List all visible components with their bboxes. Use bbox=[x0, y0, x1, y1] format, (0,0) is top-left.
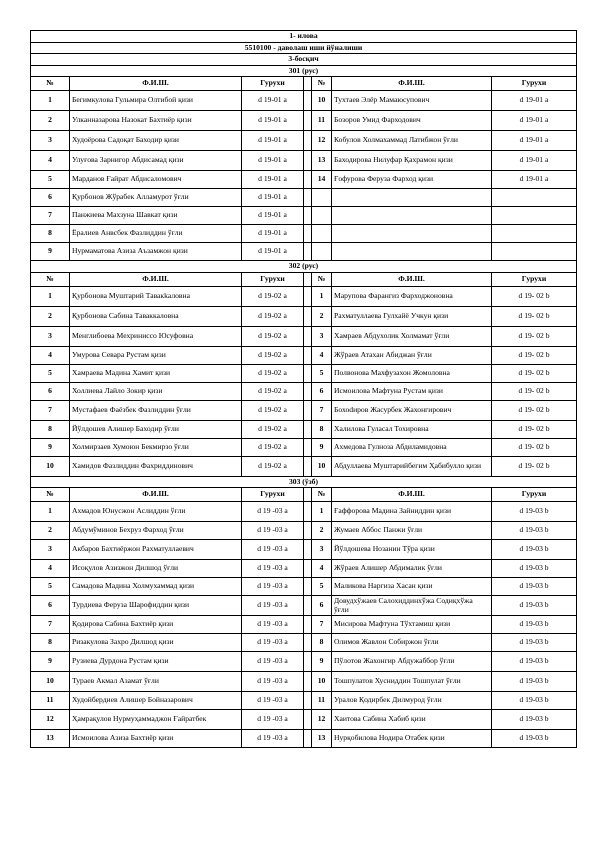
spacer-cell bbox=[304, 207, 312, 225]
row-number: 6 bbox=[312, 596, 332, 616]
row-number bbox=[312, 189, 332, 207]
student-name bbox=[332, 207, 492, 225]
group-code: d 19- 02 b bbox=[492, 326, 577, 346]
table-row bbox=[31, 616, 577, 634]
column-header-row bbox=[31, 77, 577, 91]
group-code: d 19-01 a bbox=[242, 111, 304, 131]
spacer-cell bbox=[304, 272, 312, 286]
table-row bbox=[31, 540, 577, 560]
row-number bbox=[312, 207, 332, 225]
spacer-cell bbox=[304, 151, 312, 171]
table-row bbox=[31, 456, 577, 476]
group-code: d 19-03 b bbox=[492, 596, 577, 616]
student-name: Рузиева Дурдона Рустам қизи bbox=[70, 652, 242, 672]
header-row bbox=[31, 31, 577, 43]
col-header-num: № bbox=[31, 488, 70, 502]
group-code: d 19-02 a bbox=[242, 438, 304, 456]
student-name: Ғофурова Феруза Фарход қизи bbox=[332, 171, 492, 189]
table-row bbox=[31, 578, 577, 596]
row-number: 8 bbox=[312, 420, 332, 438]
row-number: 9 bbox=[312, 652, 332, 672]
row-number: 5 bbox=[31, 364, 70, 382]
spacer-cell bbox=[304, 596, 312, 616]
spacer-cell bbox=[304, 189, 312, 207]
group-code: d 19- 02 b bbox=[492, 286, 577, 306]
spacer-cell bbox=[304, 364, 312, 382]
spacer-cell bbox=[304, 710, 312, 730]
col-header-group: Гурухи bbox=[492, 488, 577, 502]
row-number: 7 bbox=[31, 400, 70, 420]
table-row bbox=[31, 243, 577, 261]
row-number: 13 bbox=[312, 151, 332, 171]
row-number: 1 bbox=[312, 286, 332, 306]
row-number: 7 bbox=[312, 616, 332, 634]
row-number: 13 bbox=[312, 730, 332, 748]
group-code: d 19 -03 a bbox=[242, 652, 304, 672]
spacer-cell bbox=[304, 111, 312, 131]
student-name: Ёралиев Анвсбек Фазлиддин ўғли bbox=[70, 225, 242, 243]
row-number: 9 bbox=[312, 438, 332, 456]
group-code: d 19-02 a bbox=[242, 456, 304, 476]
group-code: d 19 -03 a bbox=[242, 692, 304, 710]
spacer-cell bbox=[304, 438, 312, 456]
row-number: 13 bbox=[31, 730, 70, 748]
row-number: 12 bbox=[31, 710, 70, 730]
group-code: d 19-03 b bbox=[492, 692, 577, 710]
column-header-row bbox=[31, 488, 577, 502]
table-row bbox=[31, 596, 577, 616]
group-code: d 19-02 a bbox=[242, 306, 304, 326]
group-code: d 19 -03 a bbox=[242, 522, 304, 540]
table-row bbox=[31, 189, 577, 207]
group-code: d 19-02 a bbox=[242, 382, 304, 400]
group-code: d 19 -03 a bbox=[242, 730, 304, 748]
row-number: 11 bbox=[312, 692, 332, 710]
row-number: 4 bbox=[31, 151, 70, 171]
row-number: 5 bbox=[31, 171, 70, 189]
row-number: 3 bbox=[31, 540, 70, 560]
col-header-name: Ф.И.Ш. bbox=[332, 77, 492, 91]
row-number: 10 bbox=[31, 672, 70, 692]
col-header-name: Ф.И.Ш. bbox=[70, 488, 242, 502]
student-name: Маликова Наргиза Хасан қизи bbox=[332, 578, 492, 596]
group-code: d 19-01 a bbox=[242, 189, 304, 207]
col-header-name: Ф.И.Ш. bbox=[70, 77, 242, 91]
section-title-row bbox=[31, 65, 577, 77]
section-title: 301 (рус) bbox=[31, 65, 577, 77]
student-name: Тураев Акмал Азамат ўғли bbox=[70, 672, 242, 692]
header-line3: 3-босқич bbox=[31, 54, 577, 66]
student-name: Бозоров Умид Фарходович bbox=[332, 111, 492, 131]
student-name: Холмирзаев Хумоюн Бекмирзо ўғли bbox=[70, 438, 242, 456]
row-number bbox=[312, 243, 332, 261]
header-row bbox=[31, 54, 577, 66]
row-number: 9 bbox=[31, 652, 70, 672]
student-name: Абдумўминов Бехруз Фарход ўғли bbox=[70, 522, 242, 540]
group-code: d 19-01 a bbox=[492, 91, 577, 111]
group-code: d 19-03 b bbox=[492, 672, 577, 692]
section-title: 303 (ўзб) bbox=[31, 476, 577, 488]
student-name: Хамраева Мадина Хамит қизи bbox=[70, 364, 242, 382]
spacer-cell bbox=[304, 131, 312, 151]
student-name: Исоқулов Азизжон Дилшод ўғли bbox=[70, 560, 242, 578]
row-number: 10 bbox=[31, 456, 70, 476]
student-name: Хамраев Абдухолик Холмамат ўғли bbox=[332, 326, 492, 346]
group-code: d 19-03 b bbox=[492, 560, 577, 578]
spacer-cell bbox=[304, 306, 312, 326]
table-row bbox=[31, 346, 577, 364]
row-number: 3 bbox=[312, 540, 332, 560]
column-header-row bbox=[31, 272, 577, 286]
student-name bbox=[332, 189, 492, 207]
row-number: 7 bbox=[31, 207, 70, 225]
student-name: Ахмадов Юнусжон Аслиддин ўғли bbox=[70, 502, 242, 522]
student-name: Рахматуллаева Гулхайё Учкун қизи bbox=[332, 306, 492, 326]
group-code: d 19-03 b bbox=[492, 578, 577, 596]
table-row bbox=[31, 502, 577, 522]
group-code: d 19 -03 a bbox=[242, 578, 304, 596]
row-number: 6 bbox=[31, 596, 70, 616]
row-number: 2 bbox=[312, 522, 332, 540]
student-name: Йўлдошева Нозанин Тўра қизи bbox=[332, 540, 492, 560]
student-name bbox=[332, 243, 492, 261]
table-row bbox=[31, 672, 577, 692]
group-code: d 19-01 a bbox=[242, 151, 304, 171]
spacer-cell bbox=[304, 456, 312, 476]
student-name: Мустафаев Фаёзбек Фазлиддин ўғли bbox=[70, 400, 242, 420]
spacer-cell bbox=[304, 346, 312, 364]
group-code: d 19-01 a bbox=[242, 171, 304, 189]
group-code: d 19-03 b bbox=[492, 730, 577, 748]
table-row bbox=[31, 151, 577, 171]
group-code bbox=[492, 207, 577, 225]
student-name: Жўраев Алишер Абдималик ўғли bbox=[332, 560, 492, 578]
spacer-cell bbox=[304, 522, 312, 540]
row-number: 10 bbox=[312, 91, 332, 111]
row-number: 2 bbox=[31, 522, 70, 540]
student-name: Қурбонов Жўрабек Алламурот ўғли bbox=[70, 189, 242, 207]
row-number: 12 bbox=[312, 710, 332, 730]
group-code: d 19-03 b bbox=[492, 710, 577, 730]
group-code: d 19 -03 a bbox=[242, 560, 304, 578]
group-code: d 19-01 a bbox=[242, 243, 304, 261]
student-name: Абдуллаева Муштарийбегим Ҳабибулло қизи bbox=[332, 456, 492, 476]
student-name: Қурбонова Муштарий Тавакkаловна bbox=[70, 286, 242, 306]
spacer-cell bbox=[304, 578, 312, 596]
student-name: Мисирова Мафтуна Тўхтамиш қизи bbox=[332, 616, 492, 634]
group-code: d 19-02 a bbox=[242, 364, 304, 382]
student-name: Хамидов Фазлиддин Фахриддинович bbox=[70, 456, 242, 476]
group-code: d 19-01 a bbox=[492, 171, 577, 189]
spacer-cell bbox=[304, 634, 312, 652]
group-code: d 19-02 a bbox=[242, 286, 304, 306]
spacer-cell bbox=[304, 502, 312, 522]
group-code: d 19 -03 a bbox=[242, 596, 304, 616]
group-code: d 19-03 b bbox=[492, 522, 577, 540]
student-name: Улуғова Зарнигор Абдисамад қизи bbox=[70, 151, 242, 171]
group-code: d 19- 02 b bbox=[492, 420, 577, 438]
group-code: d 19 -03 a bbox=[242, 710, 304, 730]
student-name: Хаитова Сабина Хабиб қизи bbox=[332, 710, 492, 730]
student-name: Умурова Севара Рустам қизи bbox=[70, 346, 242, 364]
row-number: 14 bbox=[312, 171, 332, 189]
table-row bbox=[31, 692, 577, 710]
group-code bbox=[492, 189, 577, 207]
spacer-cell bbox=[304, 730, 312, 748]
group-code bbox=[492, 225, 577, 243]
group-code: d 19- 02 b bbox=[492, 456, 577, 476]
row-number: 11 bbox=[31, 692, 70, 710]
student-name: Полвонова Махфузахон Жомоловна bbox=[332, 364, 492, 382]
group-code: d 19-01 a bbox=[492, 151, 577, 171]
student-name: Исмоилова Мафтуна Рустам қизи bbox=[332, 382, 492, 400]
group-code: d 19 -03 a bbox=[242, 616, 304, 634]
spacer-cell bbox=[304, 652, 312, 672]
group-code bbox=[492, 243, 577, 261]
group-code: d 19-01 a bbox=[242, 91, 304, 111]
header-row bbox=[31, 42, 577, 54]
table-row bbox=[31, 131, 577, 151]
student-name: Баходирова Нилуфар Қахрамон қизи bbox=[332, 151, 492, 171]
header-line2: 5510100 - даволаш иши йўналиши bbox=[31, 42, 577, 54]
student-name: Ризакулова Захро Дилшод қизи bbox=[70, 634, 242, 652]
table-row bbox=[31, 710, 577, 730]
table-row bbox=[31, 207, 577, 225]
row-number: 1 bbox=[31, 91, 70, 111]
group-code: d 19- 02 b bbox=[492, 306, 577, 326]
table-row bbox=[31, 560, 577, 578]
row-number: 11 bbox=[312, 111, 332, 131]
row-number: 6 bbox=[31, 382, 70, 400]
student-name: Халилова Гуласал Тохировна bbox=[332, 420, 492, 438]
student-name: Марданов Ғайрат Абдисаломович bbox=[70, 171, 242, 189]
group-code: d 19 -03 a bbox=[242, 672, 304, 692]
row-number: 9 bbox=[31, 243, 70, 261]
row-number: 2 bbox=[31, 111, 70, 131]
row-number: 4 bbox=[31, 346, 70, 364]
student-list-table bbox=[30, 30, 577, 748]
group-code: d 19-02 a bbox=[242, 346, 304, 364]
student-name: Холлиева Лайло Зокир қизи bbox=[70, 382, 242, 400]
table-row bbox=[31, 400, 577, 420]
row-number: 7 bbox=[31, 616, 70, 634]
group-code: d 19-01 a bbox=[242, 225, 304, 243]
row-number: 10 bbox=[312, 456, 332, 476]
group-code: d 19-02 a bbox=[242, 326, 304, 346]
group-code: d 19 -03 a bbox=[242, 540, 304, 560]
student-name bbox=[332, 225, 492, 243]
row-number: 12 bbox=[312, 131, 332, 151]
row-number: 10 bbox=[312, 672, 332, 692]
row-number: 1 bbox=[31, 286, 70, 306]
table-row bbox=[31, 225, 577, 243]
row-number: 8 bbox=[31, 420, 70, 438]
group-code: d 19 -03 a bbox=[242, 502, 304, 522]
col-header-name: Ф.И.Ш. bbox=[332, 488, 492, 502]
student-name: Исмоилова Азиза Бахтиёр қизи bbox=[70, 730, 242, 748]
section-title-row bbox=[31, 261, 577, 273]
table-row bbox=[31, 111, 577, 131]
group-code: d 19-01 a bbox=[242, 131, 304, 151]
student-name: Худойбердиев Алишер Бойназарович bbox=[70, 692, 242, 710]
row-number: 2 bbox=[31, 306, 70, 326]
group-code: d 19- 02 b bbox=[492, 346, 577, 364]
table-row bbox=[31, 91, 577, 111]
group-code: d 19-03 b bbox=[492, 634, 577, 652]
spacer-cell bbox=[304, 286, 312, 306]
student-name: Қодирова Сабина Бахтиёр қизи bbox=[70, 616, 242, 634]
spacer-cell bbox=[304, 243, 312, 261]
student-name: Бохоdиров Жасурбек Жахонгирович bbox=[332, 400, 492, 420]
student-name: Йўлдошев Алишер Баходир ўғли bbox=[70, 420, 242, 438]
student-name: Ҳамрақулов Нурмуҳаммаджон Ғайратбек bbox=[70, 710, 242, 730]
row-number: 3 bbox=[31, 131, 70, 151]
spacer-cell bbox=[304, 91, 312, 111]
row-number: 3 bbox=[31, 326, 70, 346]
group-code: d 19-01 a bbox=[492, 111, 577, 131]
table-row bbox=[31, 306, 577, 326]
row-number: 5 bbox=[312, 364, 332, 382]
student-name: Менглибоева Мехриниссо Юсуфовна bbox=[70, 326, 242, 346]
row-number: 3 bbox=[312, 326, 332, 346]
section-title: 302 (рус) bbox=[31, 261, 577, 273]
student-name: Нурмаматова Азиза Аъзамжон қизи bbox=[70, 243, 242, 261]
student-name: Марупова Фарангиз Фарходжоновна bbox=[332, 286, 492, 306]
table-row bbox=[31, 522, 577, 540]
col-header-name: Ф.И.Ш. bbox=[332, 272, 492, 286]
group-code: d 19- 02 b bbox=[492, 364, 577, 382]
row-number: 4 bbox=[312, 346, 332, 364]
section-title-row bbox=[31, 476, 577, 488]
student-name: Олимов Жавлон Собиржон ўғли bbox=[332, 634, 492, 652]
spacer-cell bbox=[304, 560, 312, 578]
row-number: 4 bbox=[31, 560, 70, 578]
spacer-cell bbox=[304, 225, 312, 243]
student-name: Самадова Мадина Холмухаммад қизи bbox=[70, 578, 242, 596]
table-row bbox=[31, 364, 577, 382]
spacer-cell bbox=[304, 672, 312, 692]
group-code: d 19-02 a bbox=[242, 420, 304, 438]
student-name: Ахмедова Гулноза Абдиламидовна bbox=[332, 438, 492, 456]
table-row bbox=[31, 730, 577, 748]
table-row bbox=[31, 652, 577, 672]
group-code: d 19- 02 b bbox=[492, 438, 577, 456]
group-code: d 19-03 b bbox=[492, 540, 577, 560]
col-header-num: № bbox=[312, 77, 332, 91]
col-header-group: Гурухи bbox=[242, 77, 304, 91]
row-number bbox=[312, 225, 332, 243]
col-header-group: Гурухи bbox=[242, 272, 304, 286]
header-line1: 1- илова bbox=[31, 31, 577, 43]
student-name: Бегимкулова Гульмира Олтибой қизи bbox=[70, 91, 242, 111]
student-name: Жумаев Аббос Панжи ўғли bbox=[332, 522, 492, 540]
group-code: d 19-02 a bbox=[242, 400, 304, 420]
table-row bbox=[31, 438, 577, 456]
row-number: 6 bbox=[31, 189, 70, 207]
table-row bbox=[31, 634, 577, 652]
spacer-cell bbox=[304, 382, 312, 400]
row-number: 9 bbox=[31, 438, 70, 456]
col-header-group: Гурухи bbox=[242, 488, 304, 502]
row-number: 8 bbox=[31, 225, 70, 243]
student-name: Улканназарова Назокат Бахтиёр қизи bbox=[70, 111, 242, 131]
row-number: 1 bbox=[312, 502, 332, 522]
row-number: 4 bbox=[312, 560, 332, 578]
group-code: d 19- 02 b bbox=[492, 400, 577, 420]
group-code: d 19 -03 a bbox=[242, 634, 304, 652]
row-number: 8 bbox=[312, 634, 332, 652]
group-code: d 19-03 b bbox=[492, 616, 577, 634]
row-number: 7 bbox=[312, 400, 332, 420]
group-code: d 19- 02 b bbox=[492, 382, 577, 400]
spacer-cell bbox=[304, 171, 312, 189]
spacer-cell bbox=[304, 488, 312, 502]
student-name: Пўлотов Жахонгир Абдужаббор ўғли bbox=[332, 652, 492, 672]
student-name: Довудхўжаев Салохиддинхўжа Содиқхўжа ўғли bbox=[332, 596, 492, 616]
group-code: d 19-01 a bbox=[242, 207, 304, 225]
student-name: Уралов Қодирбек Дилмурод ўғли bbox=[332, 692, 492, 710]
col-header-name: Ф.И.Ш. bbox=[70, 272, 242, 286]
row-number: 8 bbox=[31, 634, 70, 652]
row-number: 1 bbox=[31, 502, 70, 522]
spacer-cell bbox=[304, 616, 312, 634]
col-header-num: № bbox=[312, 488, 332, 502]
table-row bbox=[31, 382, 577, 400]
table-row bbox=[31, 326, 577, 346]
row-number: 6 bbox=[312, 382, 332, 400]
row-number: 5 bbox=[312, 578, 332, 596]
spacer-cell bbox=[304, 692, 312, 710]
col-header-num: № bbox=[31, 77, 70, 91]
student-name: Ғаффорова Мадина Зайниддин қизи bbox=[332, 502, 492, 522]
student-name: Акбаров Бахтиёржон Рахматуллаевич bbox=[70, 540, 242, 560]
group-code: d 19-03 b bbox=[492, 502, 577, 522]
spacer-cell bbox=[304, 420, 312, 438]
row-number: 5 bbox=[31, 578, 70, 596]
spacer-cell bbox=[304, 400, 312, 420]
col-header-group: Гурухи bbox=[492, 77, 577, 91]
col-header-group: Гурухи bbox=[492, 272, 577, 286]
table-row bbox=[31, 420, 577, 438]
row-number: 2 bbox=[312, 306, 332, 326]
spacer-cell bbox=[304, 326, 312, 346]
col-header-num: № bbox=[312, 272, 332, 286]
col-header-num: № bbox=[31, 272, 70, 286]
student-name: Тошпулатов Хусниддин Тошпулат ўғли bbox=[332, 672, 492, 692]
student-name: Қурбонова Сабина Таваккаловна bbox=[70, 306, 242, 326]
student-name: Жўраев Атахан Абиджан ўғли bbox=[332, 346, 492, 364]
table-row bbox=[31, 171, 577, 189]
student-name: Нурқобилова Нодира Отабек қизи bbox=[332, 730, 492, 748]
student-name: Тухтаев Элёр Мамаюсупович bbox=[332, 91, 492, 111]
spacer-cell bbox=[304, 77, 312, 91]
student-name: Худоёрова Садоқат Баходир қизи bbox=[70, 131, 242, 151]
table-row bbox=[31, 286, 577, 306]
group-code: d 19-01 a bbox=[492, 131, 577, 151]
student-name: Кобулов Холмахаммад Латибжон ўғли bbox=[332, 131, 492, 151]
student-name: Панжиева Махзуна Шавкат қизи bbox=[70, 207, 242, 225]
student-name: Турдиева Феруза Шарофиддин қизи bbox=[70, 596, 242, 616]
group-code: d 19-03 b bbox=[492, 652, 577, 672]
spacer-cell bbox=[304, 540, 312, 560]
